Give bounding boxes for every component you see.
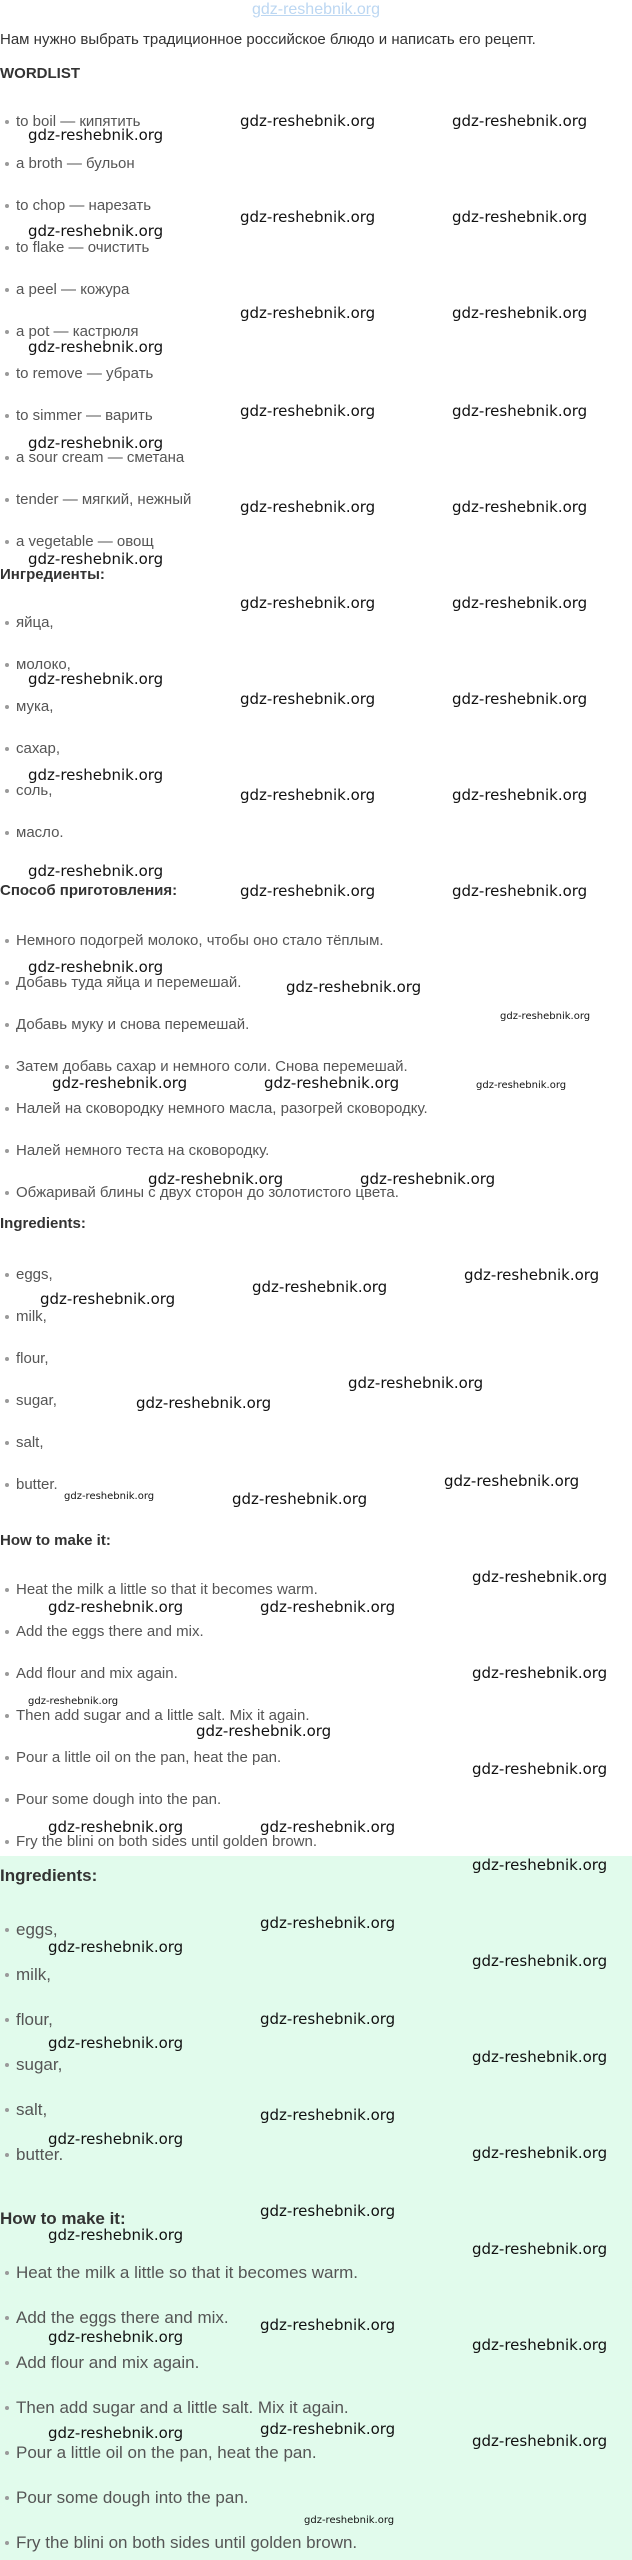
watermark: gdz-reshebnik.org xyxy=(452,882,588,900)
wordlist-item: to boil — кипятить xyxy=(16,113,141,130)
watermark: gdz-reshebnik.org xyxy=(260,1818,396,1836)
watermark: gdz-reshebnik.org xyxy=(28,126,164,144)
wordlist-item: to flake — очистить xyxy=(16,239,150,256)
watermark: gdz-reshebnik.org xyxy=(472,2336,608,2354)
watermark: gdz-reshebnik.org xyxy=(472,1952,608,1970)
wordlist-item: to remove — убрать xyxy=(16,365,154,382)
step-item: Pour some dough into the pan. xyxy=(16,1791,222,1808)
step-item: Добавь муку и снова перемешай. xyxy=(16,1016,250,1033)
watermark: gdz-reshebnik.org xyxy=(452,594,588,612)
watermark: gdz-reshebnik.org xyxy=(240,112,376,130)
watermark: gdz-reshebnik.org xyxy=(500,1011,591,1022)
step-item: Then add sugar and a little salt. Mix it again. xyxy=(16,1707,310,1724)
step-item: Налей на сковородку немного масла, разогрей сковородку. xyxy=(16,1100,428,1117)
watermark: gdz-reshebnik.org xyxy=(360,1170,496,1188)
watermark: gdz-reshebnik.org xyxy=(260,2106,396,2124)
watermark: gdz-reshebnik.org xyxy=(472,1568,608,1586)
step-item: Fry the blini on both sides until golden brown. xyxy=(16,1833,318,1850)
watermark: gdz-reshebnik.org xyxy=(240,690,376,708)
watermark: gdz-reshebnik.org xyxy=(48,1598,184,1616)
watermark: gdz-reshebnik.org xyxy=(260,2420,396,2438)
ingredient-item: salt, xyxy=(16,1434,44,1451)
watermark: gdz-reshebnik.org xyxy=(260,1914,396,1932)
ingredient-item: сахар, xyxy=(16,740,61,757)
watermark: gdz-reshebnik.org xyxy=(240,208,376,226)
watermark: gdz-reshebnik.org xyxy=(472,2432,608,2450)
watermark: gdz-reshebnik.org xyxy=(452,402,588,420)
watermark: gdz-reshebnik.org xyxy=(464,1266,600,1284)
en-method-title: How to make it: xyxy=(0,2209,126,2228)
ingredient-item: flour, xyxy=(16,2010,53,2029)
watermark: gdz-reshebnik.org xyxy=(240,304,376,322)
watermark: gdz-reshebnik.org xyxy=(48,2424,184,2442)
watermark: gdz-reshebnik.org xyxy=(28,434,164,452)
watermark: gdz-reshebnik.org xyxy=(472,2240,608,2258)
step-item: Обжаривай блины с двух сторон до золотистого цвета. xyxy=(16,1184,399,1201)
step-item: Затем добавь сахар и немного соли. Снова перемешай. xyxy=(16,1058,408,1075)
watermark: gdz-reshebnik.org xyxy=(452,498,588,516)
wordlist-title: WORDLIST xyxy=(0,65,80,82)
watermark: gdz-reshebnik.org xyxy=(28,222,164,240)
watermark: gdz-reshebnik.org xyxy=(472,1856,608,1874)
watermark: gdz-reshebnik.org xyxy=(28,670,164,688)
watermark: gdz-reshebnik.org xyxy=(196,1722,332,1740)
step-item: Добавь туда яйца и перемешай. xyxy=(16,974,242,991)
watermark: gdz-reshebnik.org xyxy=(260,1598,396,1616)
ingredient-item: яйца, xyxy=(16,614,54,631)
en-ingredients-title: Ingredients: xyxy=(0,1866,98,1885)
watermark: gdz-reshebnik.org xyxy=(48,1818,184,1836)
watermark: gdz-reshebnik.org xyxy=(472,1664,608,1682)
ingredient-item: milk, xyxy=(16,1308,47,1325)
step-item: Pour a little oil on the pan, heat the pan. xyxy=(16,2443,317,2462)
watermark: gdz-reshebnik.org xyxy=(240,498,376,516)
step-item: Add flour and mix again. xyxy=(16,1665,178,1682)
watermark: gdz-reshebnik.org xyxy=(28,766,164,784)
watermark: gdz-reshebnik.org xyxy=(232,1490,368,1508)
step-item: Pour a little oil on the pan, heat the pan. xyxy=(16,1749,282,1766)
watermark: gdz-reshebnik.org xyxy=(472,2048,608,2066)
ingredient-item: milk, xyxy=(16,1965,51,1984)
watermark: gdz-reshebnik.org xyxy=(286,978,422,996)
step-item: Add the eggs there and mix. xyxy=(16,1623,204,1640)
watermark: gdz-reshebnik.org xyxy=(348,1374,484,1392)
ingredient-item: salt, xyxy=(16,2100,48,2119)
watermark: gdz-reshebnik.org xyxy=(28,862,164,880)
en-ingredients-title: Ingredients: xyxy=(0,1215,86,1232)
ingredient-item: sugar, xyxy=(16,1392,57,1409)
watermark: gdz-reshebnik.org xyxy=(472,2144,608,2162)
watermark: gdz-reshebnik.org xyxy=(260,2010,396,2028)
watermark: gdz-reshebnik.org xyxy=(148,1170,284,1188)
wordlist-item: a broth — бульон xyxy=(16,155,135,172)
watermark: gdz-reshebnik.org xyxy=(304,2515,395,2526)
task-text: Нам нужно выбрать традиционное российское блюдо и написать его рецепт. xyxy=(0,31,536,48)
wordlist-item: to chop — нарезать xyxy=(16,197,152,214)
watermark: gdz-reshebnik.org xyxy=(52,1074,188,1092)
watermark: gdz-reshebnik.org xyxy=(252,1278,388,1296)
watermark: gdz-reshebnik.org xyxy=(264,1074,400,1092)
ingredient-item: мука, xyxy=(16,698,54,715)
ingredient-item: flour, xyxy=(16,1350,49,1367)
wordlist-item: a peel — кожура xyxy=(16,281,130,298)
step-item: Налей немного теста на сковородку. xyxy=(16,1142,270,1159)
watermark: gdz-reshebnik.org xyxy=(48,2226,184,2244)
site-header xyxy=(0,0,632,22)
watermark: gdz-reshebnik.org xyxy=(136,1394,272,1412)
watermark: gdz-reshebnik.org xyxy=(48,2130,184,2148)
site-link[interactable]: gdz-reshebnik.org xyxy=(251,1,381,18)
ingredient-item: молоко, xyxy=(16,656,71,673)
ingredient-item: eggs, xyxy=(16,1920,58,1939)
step-item: Then add sugar and a little salt. Mix it again. xyxy=(16,2398,349,2417)
step-item: Add the eggs there and mix. xyxy=(16,2308,229,2327)
en-method-title: How to make it: xyxy=(0,1532,111,1549)
watermark: gdz-reshebnik.org xyxy=(444,1472,580,1490)
wordlist-item: to simmer — варить xyxy=(16,407,153,424)
step-item: Heat the milk a little so that it becomes warm. xyxy=(16,1581,318,1598)
watermark: gdz-reshebnik.org xyxy=(28,550,164,568)
watermark: gdz-reshebnik.org xyxy=(48,2328,184,2346)
step-item: Heat the milk a little so that it becomes warm. xyxy=(16,2263,359,2282)
watermark: gdz-reshebnik.org xyxy=(28,1696,119,1707)
step-item: Fry the blini on both sides until golden brown. xyxy=(16,2533,358,2552)
watermark: gdz-reshebnik.org xyxy=(476,1080,567,1091)
watermark: gdz-reshebnik.org xyxy=(240,594,376,612)
wordlist-item: a pot — кастрюля xyxy=(16,323,139,340)
ingredient-item: butter. xyxy=(16,2145,64,2164)
watermark: gdz-reshebnik.org xyxy=(452,112,588,130)
watermark: gdz-reshebnik.org xyxy=(260,2316,396,2334)
watermark: gdz-reshebnik.org xyxy=(48,2034,184,2052)
ingredient-item: sugar, xyxy=(16,2055,63,2074)
watermark: gdz-reshebnik.org xyxy=(452,690,588,708)
watermark: gdz-reshebnik.org xyxy=(240,786,376,804)
ingredient-item: соль, xyxy=(16,782,53,799)
watermark: gdz-reshebnik.org xyxy=(472,1760,608,1778)
watermark: gdz-reshebnik.org xyxy=(260,2202,396,2220)
ingredient-item: масло. xyxy=(16,824,64,841)
step-item: Add flour and mix again. xyxy=(16,2353,200,2372)
watermark: gdz-reshebnik.org xyxy=(48,1938,184,1956)
watermark: gdz-reshebnik.org xyxy=(452,304,588,322)
ru-method-title: Способ приготовления: xyxy=(0,882,178,899)
watermark: gdz-reshebnik.org xyxy=(28,338,164,356)
step-item: Немного подогрей молоко, чтобы оно стало тёплым. xyxy=(16,932,384,949)
wordlist-item: a sour cream — сметана xyxy=(16,449,185,466)
watermark: gdz-reshebnik.org xyxy=(240,882,376,900)
wordlist-item: tender — мягкий, нежный xyxy=(16,491,192,508)
wordlist-item: a vegetable — овощ xyxy=(16,533,154,550)
step-item: Pour some dough into the pan. xyxy=(16,2488,249,2507)
watermark: gdz-reshebnik.org xyxy=(240,402,376,420)
watermark: gdz-reshebnik.org xyxy=(64,1491,155,1502)
ingredient-item: eggs, xyxy=(16,1266,53,1283)
ru-ingredients-title: Ингредиенты: xyxy=(0,566,105,583)
watermark: gdz-reshebnik.org xyxy=(28,958,164,976)
watermark: gdz-reshebnik.org xyxy=(40,1290,176,1308)
watermark: gdz-reshebnik.org xyxy=(452,786,588,804)
ingredient-item: butter. xyxy=(16,1476,58,1493)
watermark: gdz-reshebnik.org xyxy=(452,208,588,226)
